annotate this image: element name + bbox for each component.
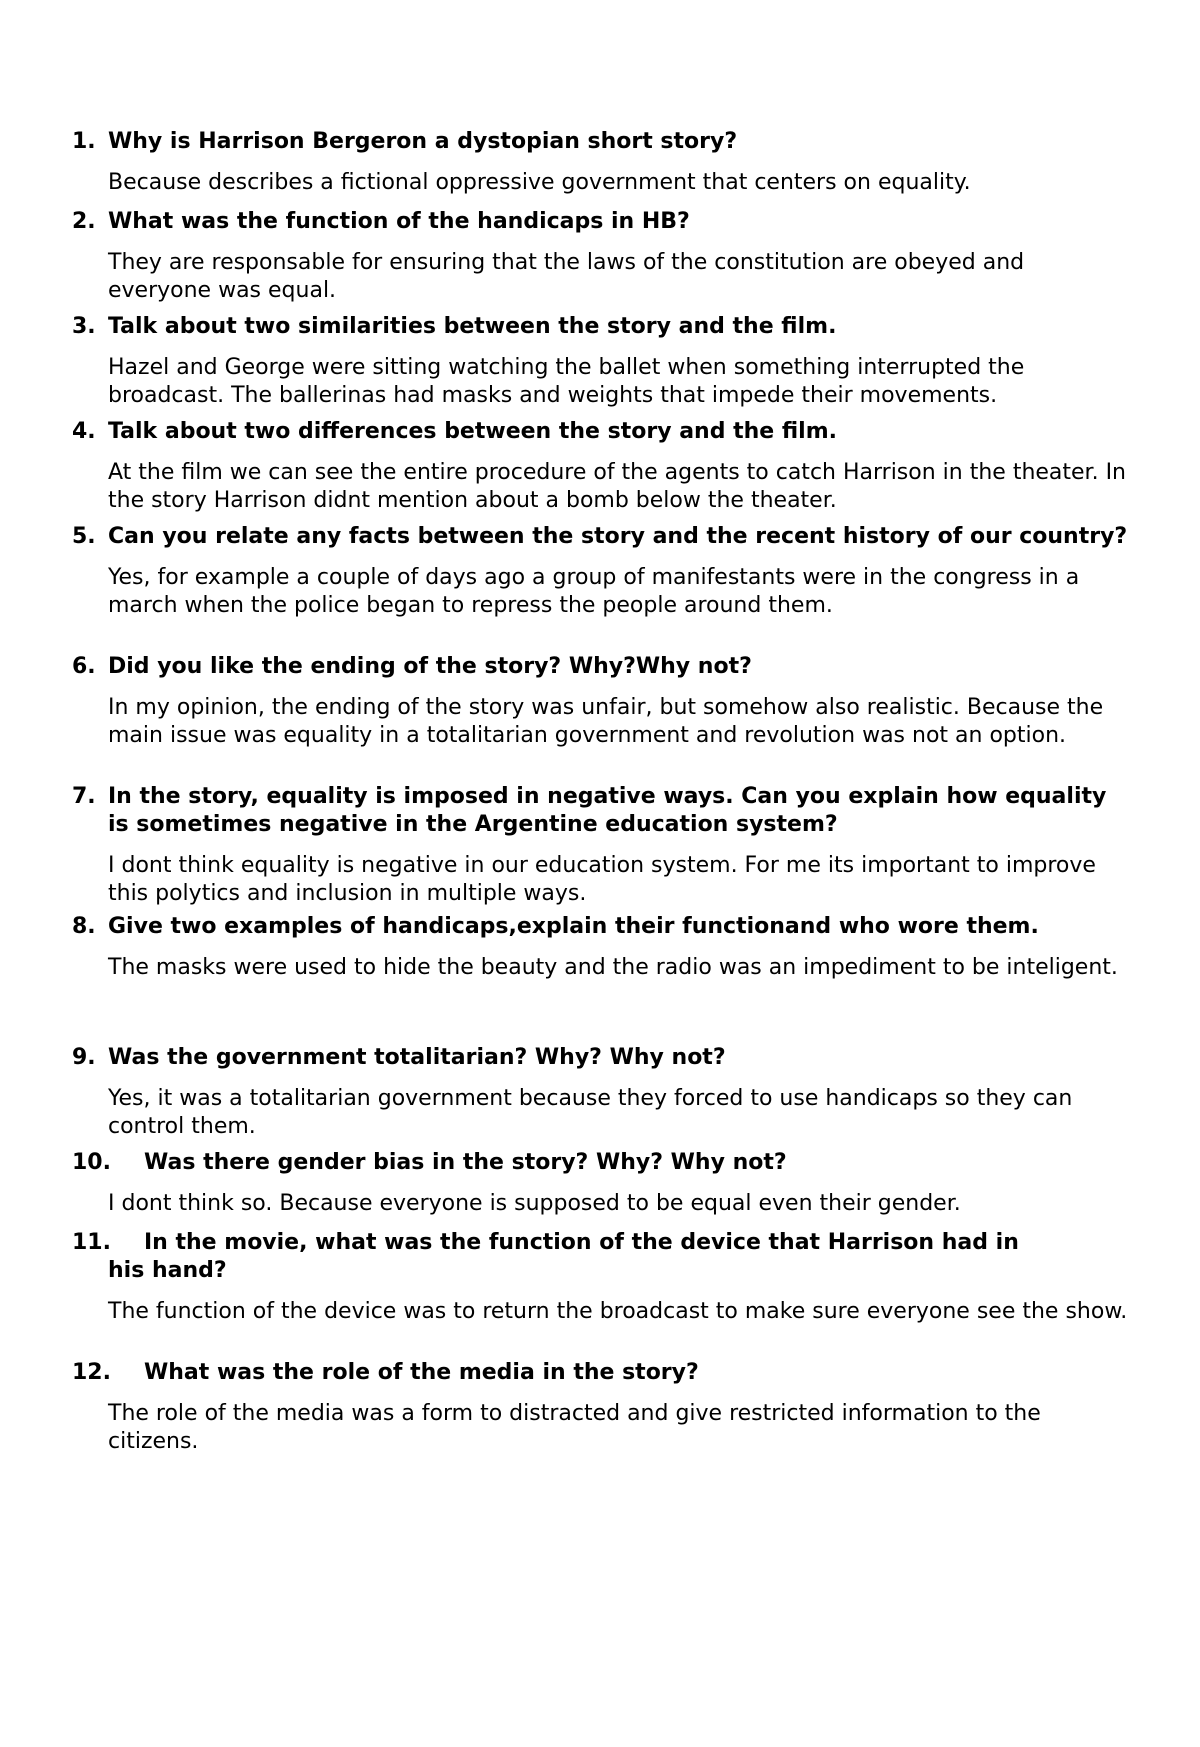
answer-10: I dont think so. Because everyone is supposed to be equal even their gender.: [108, 1191, 961, 1216]
qa-item-4: [72, 418, 1132, 515]
answer-4: At the film we can see the entire procedure of the agents to catch Harrison in the theater. In the story Harrison didnt mention about a bomb below the theater.: [108, 460, 1127, 513]
question-2: [72, 208, 1132, 236]
qa-item-11: [72, 1229, 1132, 1326]
question-number: 11.: [72, 1230, 111, 1255]
answer-11: The function of the device was to return the broadcast to make sure everyone see the show.: [108, 1299, 1128, 1324]
qa-item-1: [72, 128, 1132, 197]
question-4: [72, 418, 1132, 446]
question-number: 4.: [72, 419, 96, 444]
qa-item-12: [72, 1359, 1132, 1456]
question-number: 8.: [72, 914, 96, 939]
question-text: Was the government totalitarian? Why? Why not?: [108, 1045, 726, 1070]
question-text: Did you like the ending of the story? Why?Why not?: [108, 654, 752, 679]
question-number: 12.: [72, 1360, 111, 1385]
answer-1: Because describes a fictional oppressive government that centers on equality.: [108, 170, 971, 195]
qa-item-3: [72, 313, 1132, 410]
qa-item-6: [72, 653, 1132, 750]
question-number: 2.: [72, 209, 96, 234]
question-number: 6.: [72, 654, 96, 679]
qa-item-2: [72, 208, 1132, 305]
question-number: 5.: [72, 524, 96, 549]
question-text: Talk about two similarities between the story and the film.: [108, 314, 837, 339]
answer-5: Yes, for example a couple of days ago a group of manifestants were in the congress in a march when the police began to repress the people around them.: [108, 565, 1080, 618]
question-text: What was the function of the handicaps in HB?: [108, 209, 690, 234]
question-6: [72, 653, 1132, 681]
question-text: Was there gender bias in the story? Why? Why not?: [144, 1150, 787, 1175]
question-text: Talk about two differences between the story and the film.: [108, 419, 837, 444]
question-11: [72, 1229, 1132, 1285]
question-text: In the movie, what was the function of the device that Harrison had in: [144, 1230, 1019, 1255]
question-8: [72, 913, 1132, 941]
question-12: [72, 1359, 1132, 1387]
question-text: In the story, equality is imposed in negative ways. Can you explain how equality is sometimes negative in the Argentine education system?: [108, 784, 1107, 837]
qa-item-5: [72, 523, 1132, 620]
answer-6: In my opinion, the ending of the story was unfair, but somehow also realistic. Because the main issue was equality in a totalitarian government and revolution was not an option.: [108, 695, 1104, 748]
answer-3: Hazel and George were sitting watching the ballet when something interrupted the broadcast. The ballerinas had masks and weights that impede their movements.: [108, 355, 1025, 408]
question-number: 10.: [72, 1150, 111, 1175]
qa-item-9: [72, 1044, 1132, 1141]
question-9: [72, 1044, 1132, 1072]
qa-item-8: [72, 913, 1132, 982]
answer-8: The masks were used to hide the beauty and the radio was an impediment to be inteligent.: [108, 955, 1118, 980]
question-text: Give two examples of handicaps,explain their functionand who wore them.: [108, 914, 1039, 939]
qa-item-10: [72, 1149, 1132, 1218]
question-5: [72, 523, 1132, 551]
question-text-continued: his hand?: [108, 1258, 227, 1283]
question-1: [72, 128, 1132, 156]
question-number: 7.: [72, 784, 96, 809]
answer-12: The role of the media was a form to distracted and give restricted information to the citizens.: [108, 1401, 1041, 1454]
question-number: 9.: [72, 1045, 96, 1070]
question-text: Can you relate any facts between the story and the recent history of our country?: [108, 524, 1128, 549]
question-3: [72, 313, 1132, 341]
answer-2: They are responsable for ensuring that the laws of the constitution are obeyed and everyone was equal.: [108, 250, 1025, 303]
question-number: 1.: [72, 129, 96, 154]
question-number: 3.: [72, 314, 96, 339]
answer-7: I dont think equality is negative in our education system. For me its important to improve this polytics and inclusion in multiple ways.: [108, 853, 1096, 906]
question-7: [72, 783, 1132, 839]
qa-item-7: [72, 783, 1132, 908]
question-10: [72, 1149, 1132, 1177]
question-text: What was the role of the media in the story?: [144, 1360, 699, 1385]
answer-9: Yes, it was a totalitarian government because they forced to use handicaps so they can control them.: [108, 1086, 1073, 1139]
question-text: Why is Harrison Bergeron a dystopian short story?: [108, 129, 738, 154]
